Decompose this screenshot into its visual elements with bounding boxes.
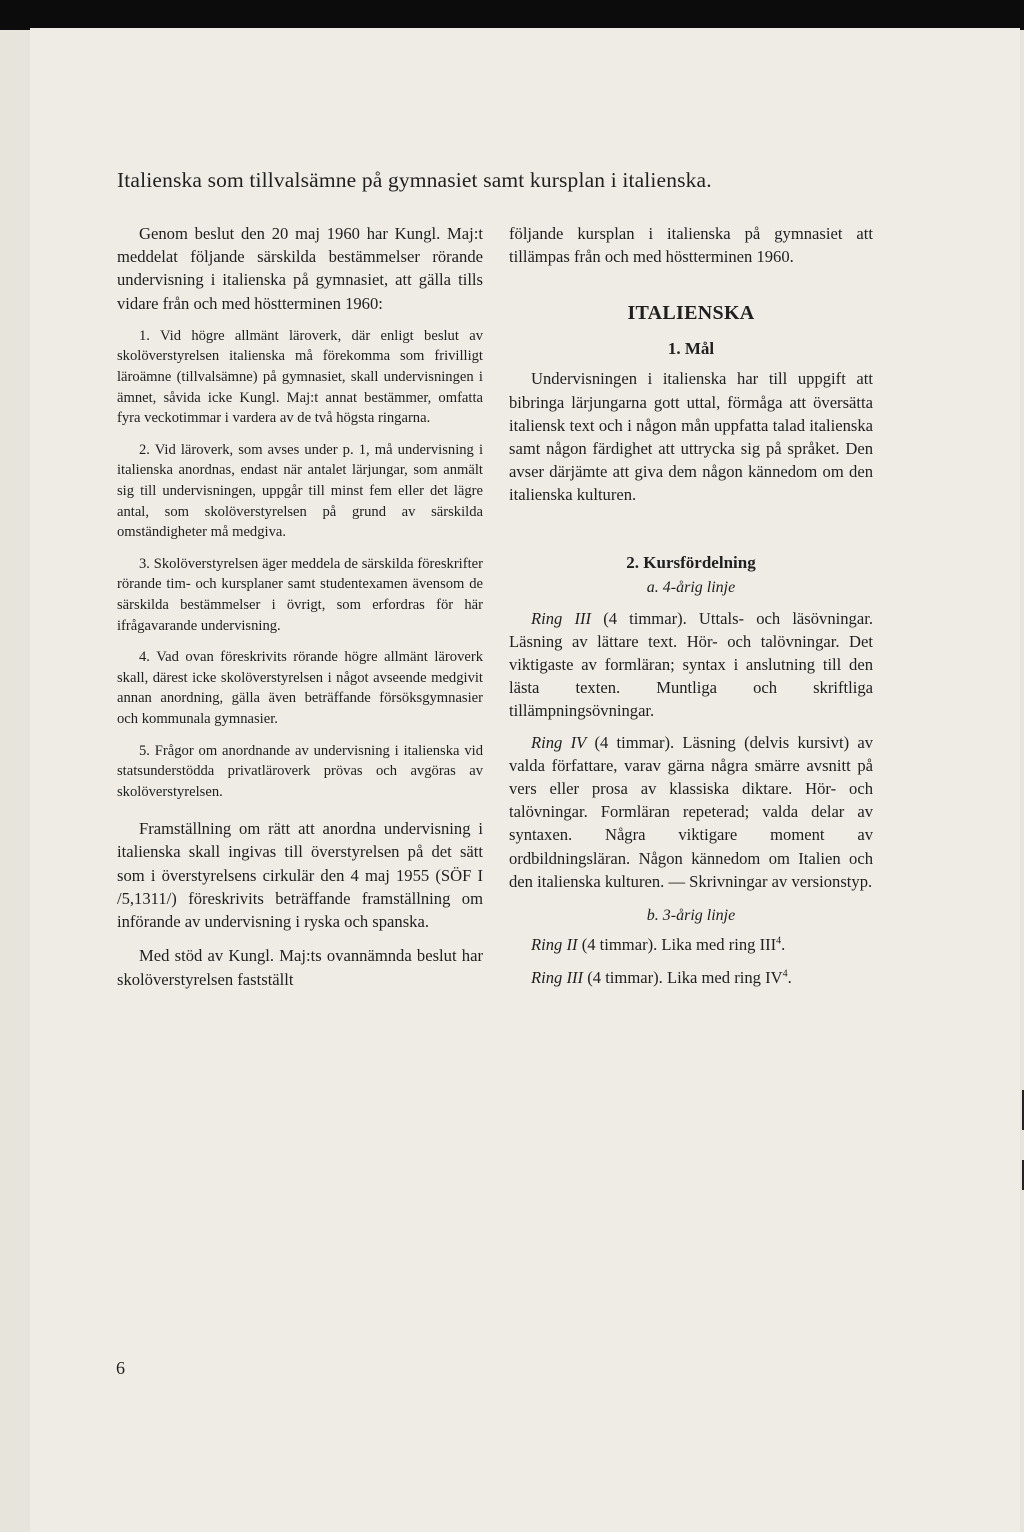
page-title: Italienska som tillvalsämne på gymnasiet samt kursplan i italienska. [117, 168, 712, 192]
intro-paragraph: Genom beslut den 20 maj 1960 har Kungl. Maj:t meddelat följande särskilda bestämmelser rörande undervisning i italienska på gymnasiet, att gälla tills vidare från och med höstterminen 1960: [117, 224, 483, 313]
right-column [509, 222, 873, 989]
provision-3: 3. Skolöverstyrelsen äger meddela de särskilda föreskrifter rörande tim- och kursplaner samt studentexamen ävensom de särskilda bestämmelser i övrigt, som erfordras för här ifrågavarande undervisning. [117, 555, 483, 634]
curriculum-decision-paragraph: Med stöd av Kungl. Maj:ts ovannämnda beslut har skolöverstyrelsen fastställt [117, 946, 483, 989]
provision-4: 4. Vad ovan föreskrivits rörande högre allmänt läroverk skall, därest icke skolöverstyrelsen i något avseende medgivit annan anordning, gälla även beträffande försöksgymnasier och kommunala gymnasier. [117, 649, 483, 727]
continuation-paragraph: följande kursplan i italienska på gymnasiet att tillämpas från och med höstterminen 1960. [509, 224, 873, 267]
ring-4-description [509, 731, 873, 893]
ring-3-description [509, 607, 873, 723]
mal-paragraph: Undervisningen i italienska har till uppgift att bibringa lärjungarna gott uttal, förmåga att översätta italiensk text och i någon mån uppfatta talad italienska samt någon färdighet att uttrycka sig på språket. Den avser därjämte att giva dem någon kännedom om den italienska kulturen. [509, 369, 873, 505]
section-heading-italienska: ITALIENSKA [627, 302, 755, 325]
provision-2: 2. Vid läroverk, som avses under p. 1, må undervisning i italienska anordnas, endast när antalet lärjungar, som anmält sig till undervisningen, uppgår till minst fem eller det lägre antal, som skolöverstyrelsen på grund av särskilda omständigheter må medgiva. [117, 441, 483, 541]
ring-3b-label: Ring III [531, 968, 584, 988]
subheading-4-arig: a. 4-årig linje [646, 578, 736, 596]
ring-2b-description: Ring II (4 timmar). Lika med ring III$^4$. [531, 935, 786, 955]
scan-top-edge [0, 0, 1024, 30]
ring-3b-text: (4 timmar). Lika med ring IV [583, 968, 783, 988]
heading-mal: 1. Mål [667, 339, 715, 359]
ring-3b-description: Ring III (4 timmar). Lika med ring $IV^4$. [531, 968, 792, 988]
ring-4-label: Ring IV [531, 732, 587, 752]
ring-3-text: (4 timmar). Uttals- och läsövningar. Läsning av lättare text. Hör- och talövningar. Det viktigaste av formläran; syntax i anslutning till den lästa texten. Muntliga och skriftliga tillämpningsövningar. [509, 608, 873, 721]
ring-3-label: Ring III [531, 608, 592, 628]
provision-5: 5. Frågor om anordnande av undervisning i italienska vid statsunderstödda privatläroverk prövas och avgöras av skolöverstyrelsen. [117, 742, 483, 800]
ring-2b-text: (4 timmar). Lika med ring III [577, 935, 777, 955]
ring-3b-footnote: 4 [782, 968, 788, 980]
heading-kursfordelning: 2. Kursfördelning [626, 552, 756, 572]
ring-4-text: (4 timmar). Läsning (delvis kursivt) av valda författare, varav gärna några smärre avsnitt på vers eller prosa av klassiska diktare. Hör- och talövningar. Formläran repeterad; valda delar av syntaxen. Några viktigare moment av ordbildningsläran. Någon kännedom om Italien och den italienska kulturen. — Skrivningar av versionstyp. [509, 732, 874, 891]
left-column [117, 222, 483, 991]
ring-2b-footnote: 4 [776, 935, 782, 947]
ring-2b-label: Ring II [531, 935, 578, 955]
application-paragraph: Framställning om rätt att anordna undervisning i italienska skall ingivas till överstyrelsen på det sätt som i överstyrelsens cirkulär den 4 maj 1955 (SÖF I /5,1311/) föreskrivits beträffande framställning om införande av undervisning i ryska och spanska. [117, 819, 483, 932]
page-number: 6 [116, 1358, 125, 1378]
provision-1: 1. Vid högre allmänt läroverk, där enligt beslut av skolöverstyrelsen italienska må förekomma som frivilligt läroämne (tillvalsämne) på gymnasiet, skall undervisningen i ämnet, såvida icke Kungl. Maj:t annat bestämmer, omfatta fyra veckotimmar i vardera av de två högsta ringarna. [117, 327, 483, 427]
subheading-3-arig: b. 3-årig linje [646, 907, 736, 925]
